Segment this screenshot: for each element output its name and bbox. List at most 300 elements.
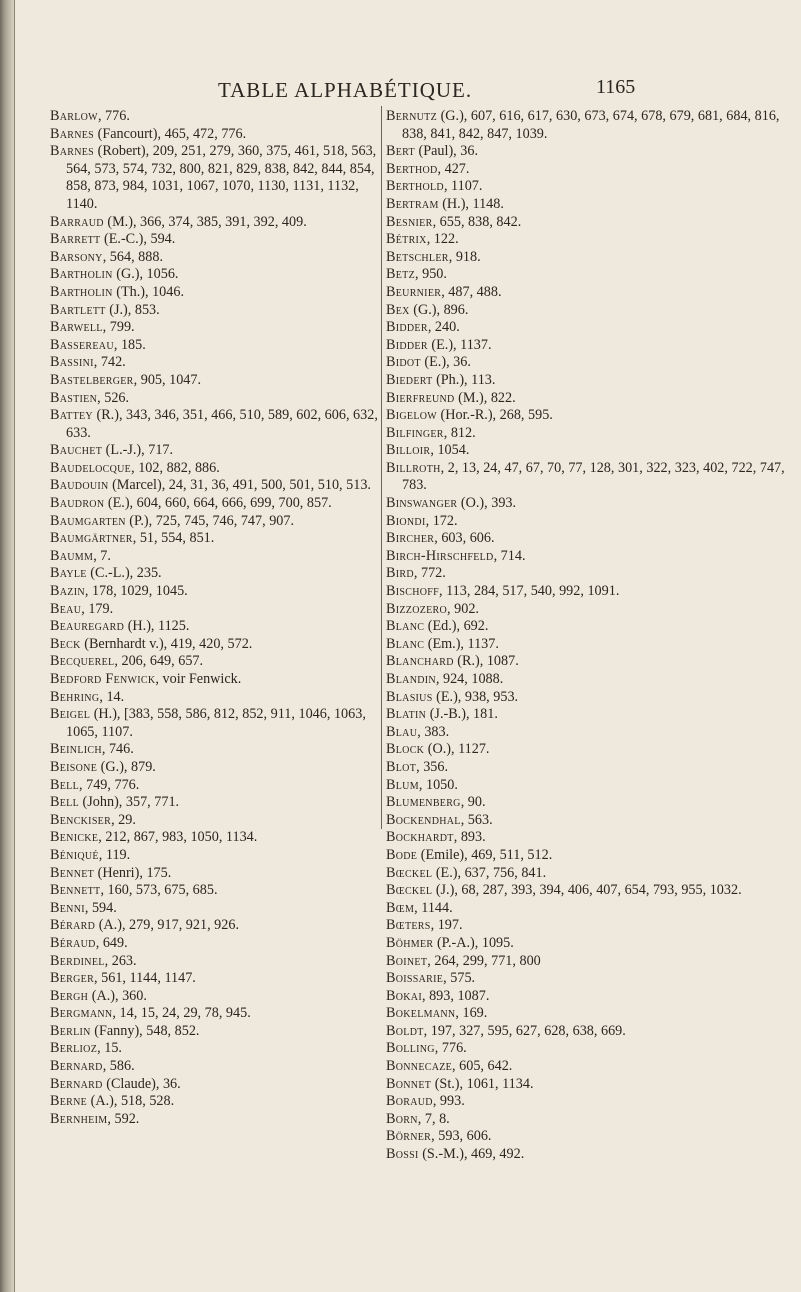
entry-page-refs: (Robert), 209, 251, 279, 360, 375, 461, 518, 563, 564, 573, 574, 732, 800, 821, 829, 838, 842, 844, 854, 858, 873, 984, 1031, 1067, 1070, 1130, 1131, 1132, 1140. (66, 143, 377, 212)
entry-name: Bird (386, 565, 414, 582)
column-divider (381, 106, 382, 829)
entry-name: Bossi (386, 1146, 419, 1163)
index-entry (386, 1076, 786, 1094)
index-entry (386, 1111, 786, 1129)
index-entry (386, 372, 786, 390)
index-entry (50, 495, 380, 513)
entry-page-refs: , 655, 838, 842. (432, 213, 522, 230)
entry-name: Blanc (386, 635, 425, 652)
entry-page-refs: (St.), 1061, 1134. (431, 1075, 534, 1092)
entry-name: Bolling (386, 1040, 435, 1057)
entry-page-refs: , 526. (97, 389, 130, 406)
index-entry (50, 759, 380, 777)
index-entry (50, 477, 380, 495)
index-entry (50, 460, 380, 478)
entry-name: Bétrix (386, 231, 427, 248)
entry-name: Bastien (50, 389, 98, 406)
index-entry (386, 812, 786, 830)
entry-page-refs: , 1144. (414, 899, 453, 916)
entry-page-refs: , 563. (460, 811, 493, 828)
index-entry (50, 284, 380, 302)
entry-page-refs: , 113, 284, 517, 540, 992, 1091. (439, 583, 620, 600)
index-entry (386, 143, 786, 161)
entry-page-refs: (E.), 36. (420, 354, 471, 371)
entry-name: Bonnecaze (386, 1058, 453, 1075)
entry-name: Blumenberg (386, 794, 461, 811)
entry-page-refs: , 594. (84, 899, 117, 916)
entry-name: Berne (50, 1093, 88, 1110)
entry-page-refs: , 90. (460, 794, 486, 811)
entry-name: Betschler (386, 248, 449, 265)
entry-name: Beau (50, 600, 82, 617)
entry-name: Bernard (50, 1058, 103, 1075)
entry-page-refs: (M.), 366, 374, 385, 391, 392, 409. (103, 213, 307, 230)
entry-name: Bennett (50, 882, 101, 899)
entry-page-refs: (A.), 360. (88, 987, 147, 1004)
entry-page-refs: (Bernhardt v.), 419, 420, 572. (80, 635, 253, 652)
entry-name: Bérard (50, 917, 96, 934)
index-entry (50, 530, 380, 548)
entry-page-refs: , 160, 573, 675, 685. (100, 882, 218, 899)
index-entry (386, 161, 786, 179)
entry-name: Bergh (50, 987, 89, 1004)
index-column-right (386, 108, 786, 1164)
entry-page-refs: (C.-L.), 235. (86, 565, 162, 582)
entry-page-refs: , 649. (95, 934, 128, 951)
index-entry (50, 1111, 380, 1129)
index-entry (50, 689, 380, 707)
entry-name: Blasius (386, 688, 433, 705)
entry-name: Bœters (386, 917, 431, 934)
entry-page-refs: (E.), 604, 660, 664, 666, 699, 700, 857. (104, 495, 332, 512)
index-entry (386, 108, 786, 143)
entry-page-refs: , 714. (493, 547, 526, 564)
entry-name: Barnes (50, 125, 95, 142)
entry-page-refs: , 263. (104, 952, 137, 969)
entry-page-refs: (S.-M.), 469, 492. (418, 1146, 525, 1163)
index-entry (50, 900, 380, 918)
entry-page-refs: (Emile), 469, 511, 512. (417, 846, 553, 863)
entry-name: Béraud (50, 934, 96, 951)
entry-name: Béniqué (50, 846, 99, 863)
entry-name: Beurnier (386, 283, 442, 300)
index-entry (386, 724, 786, 742)
entry-name: Bizzozero (386, 600, 448, 617)
index-entry (50, 847, 380, 865)
entry-name: Bernard (50, 1075, 103, 1092)
entry-page-refs: (G.), 607, 616, 617, 630, 673, 674, 678, 679, 681, 684, 816, 838, 841, 842, 847, 1039. (402, 108, 780, 142)
entry-page-refs: (Fancourt), 465, 472, 776. (94, 125, 247, 142)
entry-name: Beisone (50, 758, 98, 775)
entry-page-refs: , 746. (101, 741, 134, 758)
entry-page-refs: , 7. (93, 547, 111, 564)
entry-name: Biedert (386, 371, 433, 388)
index-entry (50, 108, 380, 126)
entry-page-refs: , 905, 1047. (133, 371, 202, 388)
entry-name: Bennet (50, 864, 95, 881)
entry-name: Birch-Hirschfeld (386, 547, 494, 564)
entry-name: Bockendhal (386, 811, 461, 828)
entry-page-refs: , 240. (427, 319, 460, 336)
entry-page-refs: , 102, 882, 886. (131, 459, 220, 476)
entry-name: Born (386, 1110, 418, 1127)
entry-name: Bigelow (386, 407, 437, 424)
entry-name: Bokai (386, 987, 422, 1004)
index-entry (386, 759, 786, 777)
entry-name: Bassini (50, 354, 94, 371)
index-entry (386, 1058, 786, 1076)
entry-page-refs: , 603, 606. (434, 530, 495, 547)
entry-page-refs: (G.), 879. (97, 758, 156, 775)
entry-name: Bonnet (386, 1075, 432, 1092)
entry-name: Bischoff (386, 583, 439, 600)
entry-page-refs: , 14, 15, 24, 29, 78, 945. (112, 1005, 251, 1022)
entry-page-refs: , 749, 776. (79, 776, 140, 793)
page-edge (14, 0, 15, 1292)
entry-name: Blanc (386, 618, 425, 635)
index-entry (386, 618, 786, 636)
entry-name: Bauchet (50, 442, 103, 459)
entry-name: Beck (50, 635, 81, 652)
entry-page-refs: , 902. (447, 600, 479, 617)
entry-name: Berlin (50, 1022, 91, 1039)
entry-page-refs: , 893, 1087. (421, 987, 490, 1004)
index-entry (386, 425, 786, 443)
index-entry (386, 319, 786, 337)
entry-page-refs: , 586. (102, 1058, 135, 1075)
index-entry (50, 1005, 380, 1023)
index-entry (50, 741, 380, 759)
entry-name: Betz (386, 266, 415, 283)
entry-page-refs: , 1107. (443, 178, 483, 195)
entry-page-refs: , 29. (111, 811, 136, 828)
entry-name: Bell (50, 776, 79, 793)
entry-page-refs: (Marcel), 24, 31, 36, 491, 500, 501, 510, 513. (108, 477, 371, 494)
entry-name: Baudouin (50, 477, 109, 494)
index-entry (50, 548, 380, 566)
entry-name: Bassereau (50, 336, 114, 353)
index-entry (386, 706, 786, 724)
index-entry (386, 354, 786, 372)
entry-page-refs: (Ph.), 113. (432, 371, 496, 388)
entry-name: Bernheim (50, 1110, 108, 1127)
entry-name: Becquerel (50, 653, 115, 670)
entry-page-refs: (H.), 1148. (438, 195, 504, 212)
entry-page-refs: , voir Fenwick. (155, 671, 242, 687)
entry-name: Bergmann (50, 1005, 113, 1022)
index-entry (386, 337, 786, 355)
entry-page-refs: , 2, 13, 24, 47, 67, 70, 77, 128, 301, 322, 323, 402, 722, 747, 783. (402, 459, 785, 494)
entry-name: Blanchard (386, 653, 454, 670)
index-entry (50, 372, 380, 390)
index-entry (386, 847, 786, 865)
entry-page-refs: , 122. (426, 231, 459, 248)
entry-page-refs: , 15. (97, 1040, 122, 1057)
index-entry (386, 935, 786, 953)
entry-page-refs: (H.), 1125. (124, 618, 190, 635)
index-entry (50, 1040, 380, 1058)
index-entry (386, 442, 786, 460)
entry-page-refs: , 950. (415, 266, 447, 283)
entry-page-refs: (Th.), 1046. (112, 283, 184, 300)
index-entry (386, 530, 786, 548)
index-entry (386, 548, 786, 566)
index-entry (386, 988, 786, 1006)
entry-name: Boinet (386, 952, 428, 969)
index-entry (386, 284, 786, 302)
index-entry (50, 953, 380, 971)
entry-page-refs: (E.-C.), 594. (100, 231, 176, 248)
entry-name: Bertram (386, 195, 439, 212)
entry-page-refs: , 918. (448, 248, 481, 265)
entry-name: Bokelmann (386, 1005, 456, 1022)
index-entry (50, 1076, 380, 1094)
entry-name: Bernutz (386, 108, 438, 124)
entry-page-refs: (Fanny), 548, 852. (90, 1022, 200, 1039)
entry-name: Baumm (50, 547, 94, 564)
entry-name: Barsony (50, 248, 103, 265)
entry-name: Barraud (50, 213, 104, 230)
binding-gutter (0, 0, 14, 1292)
entry-page-refs: , 185. (113, 336, 146, 353)
entry-name: Beigel (50, 706, 91, 723)
entry-name: Beinlich (50, 741, 102, 758)
entry-name: Boldt (386, 1022, 424, 1039)
entry-page-refs: , 169. (455, 1005, 488, 1022)
index-entry (386, 1023, 786, 1041)
entry-name: Bartholin (50, 266, 113, 283)
page-number: 1165 (596, 76, 636, 98)
entry-page-refs: , 893. (453, 829, 486, 846)
index-entry (50, 865, 380, 883)
index-entry (50, 618, 380, 636)
index-entry (50, 882, 380, 900)
index-entry (386, 196, 786, 214)
entry-name: Bayle (50, 565, 87, 582)
entry-page-refs: , 564, 888. (102, 248, 163, 265)
entry-page-refs: (L.-J.), 717. (102, 442, 174, 459)
entry-name: Bastelberger (50, 371, 134, 388)
entry-page-refs: , 178, 1029, 1045. (84, 583, 188, 600)
entry-name: Bidot (386, 354, 421, 371)
entry-name: Bode (386, 846, 418, 863)
entry-name: Boissarie (386, 970, 444, 987)
index-entry (386, 653, 786, 671)
entry-page-refs: (E.), 637, 756, 841. (432, 864, 547, 881)
entry-name: Berthold (386, 178, 444, 195)
entry-name: Bilfinger (386, 424, 444, 441)
entry-page-refs: , 427. (437, 160, 470, 177)
entry-page-refs: , 487, 488. (441, 283, 502, 300)
entry-page-refs: (J.), 853. (105, 301, 160, 318)
index-entry (386, 302, 786, 320)
entry-page-refs: , 14. (99, 688, 125, 705)
index-entry (386, 565, 786, 583)
entry-page-refs: (G.), 896. (409, 301, 469, 318)
entry-name: Berdinel (50, 952, 105, 969)
index-entry (50, 249, 380, 267)
entry-page-refs: , 197. (430, 917, 463, 934)
index-entry (50, 513, 380, 531)
index-entry (50, 442, 380, 460)
entry-name: Bœckel (386, 864, 433, 881)
entry-page-refs: (P.), 725, 745, 746, 747, 907. (125, 512, 295, 529)
index-entry (386, 953, 786, 971)
entry-name: Bert (386, 143, 415, 160)
entry-name: Blot (386, 758, 417, 775)
index-entry (50, 829, 380, 847)
index-entry (50, 390, 380, 408)
index-entry (386, 900, 786, 918)
entry-page-refs: (R.), 343, 346, 351, 466, 510, 589, 602, 606, 632, 633. (66, 407, 378, 441)
entry-page-refs: , 993. (432, 1093, 465, 1110)
entry-name: Berthod (386, 160, 438, 177)
entry-name: Battey (50, 407, 93, 424)
index-entry (50, 1058, 380, 1076)
entry-page-refs: , 51, 554, 851. (132, 530, 215, 547)
index-entry (50, 653, 380, 671)
index-entry (386, 970, 786, 988)
index-entry (386, 178, 786, 196)
entry-name: Börner (386, 1128, 432, 1145)
entry-page-refs: , 593, 606. (431, 1128, 492, 1145)
index-entry (386, 689, 786, 707)
index-entry (386, 495, 786, 513)
index-entry (50, 1093, 380, 1111)
entry-page-refs: (A.), 279, 917, 921, 926. (95, 917, 239, 934)
entry-page-refs: , 7, 8. (417, 1110, 450, 1127)
index-entry (386, 794, 786, 812)
entry-page-refs: (J.), 68, 287, 393, 394, 406, 407, 654, 793, 955, 1032. (432, 882, 742, 899)
entry-page-refs: (H.), [383, 558, 586, 812, 852, 911, 1046, 1063, 1065, 1107. (66, 706, 366, 740)
index-entry (386, 1040, 786, 1058)
index-entry (50, 812, 380, 830)
entry-name: Boraud (386, 1093, 433, 1110)
index-entry (386, 865, 786, 883)
entry-name: Blatin (386, 706, 427, 723)
index-entry (50, 988, 380, 1006)
entry-page-refs: , 561, 1144, 1147. (94, 970, 196, 987)
index-entry (386, 636, 786, 654)
index-entry (50, 706, 380, 741)
entry-page-refs: , 172. (425, 512, 458, 529)
entry-name: Bedford Fenwick (50, 671, 156, 687)
entry-name: Bircher (386, 530, 435, 547)
entry-page-refs: , 812. (443, 424, 476, 441)
entry-name: Bidder (386, 336, 428, 353)
entry-name: Baumgärtner (50, 530, 133, 547)
entry-page-refs: (Henri), 175. (94, 864, 172, 881)
entry-name: Benicke (50, 829, 99, 846)
entry-page-refs: (G.), 1056. (112, 266, 179, 283)
index-entry (386, 1005, 786, 1023)
entry-name: Bartlett (50, 301, 106, 318)
index-entry (50, 231, 380, 249)
entry-page-refs: , 264, 299, 771, 800 (427, 952, 541, 969)
index-entry (50, 337, 380, 355)
index-entry (386, 829, 786, 847)
entry-name: Bierfreund (386, 389, 455, 406)
entry-page-refs: , 1054. (430, 442, 470, 459)
entry-page-refs: , 575. (443, 970, 476, 987)
index-entry (50, 671, 380, 689)
entry-page-refs: , 119. (98, 846, 131, 863)
index-entry (386, 741, 786, 759)
entry-page-refs: , 179. (81, 600, 114, 617)
index-entry (50, 354, 380, 372)
entry-name: Billoir (386, 442, 431, 459)
entry-page-refs: (A.), 518, 528. (87, 1093, 175, 1110)
entry-name: Bœckel (386, 882, 433, 899)
entry-page-refs: , 197, 327, 595, 627, 628, 638, 669. (423, 1022, 626, 1039)
entry-page-refs: (P.-A.), 1095. (433, 934, 514, 951)
index-entry (386, 917, 786, 935)
entry-name: Bell (50, 794, 79, 811)
entry-page-refs: (Claude), 36. (102, 1075, 181, 1092)
index-entry (386, 1146, 786, 1164)
entry-name: Bœm (386, 899, 415, 916)
entry-name: Block (386, 741, 425, 758)
entry-page-refs: , 776. (434, 1040, 467, 1057)
entry-page-refs: (O.), 1127. (424, 741, 490, 758)
index-entry (50, 1023, 380, 1041)
entry-name: Bazin (50, 583, 85, 600)
entry-page-refs: (Em.), 1137. (424, 635, 499, 652)
entry-page-refs: , 799. (102, 319, 135, 336)
entry-page-refs: (Paul), 36. (414, 143, 479, 160)
entry-name: Blum (386, 776, 419, 793)
entry-page-refs: , 742. (93, 354, 126, 371)
entry-page-refs: , 356. (416, 758, 449, 775)
index-entry (50, 126, 380, 144)
entry-page-refs: , 592. (107, 1110, 140, 1127)
entry-page-refs: (Ed.), 692. (424, 618, 489, 635)
entry-page-refs: (J.-B.), 181. (426, 706, 498, 723)
entry-page-refs: (E.), 1137. (427, 336, 492, 353)
entry-page-refs: , 1050. (418, 776, 458, 793)
index-entry (386, 1128, 786, 1146)
entry-name: Barnes (50, 143, 95, 160)
page-title: TABLE ALPHABÉTIQUE. (218, 78, 473, 102)
entry-page-refs: , 605, 642. (452, 1058, 513, 1075)
index-entry (50, 794, 380, 812)
entry-name: Bex (386, 301, 410, 318)
entry-name: Baudron (50, 495, 105, 512)
entry-name: Benckiser (50, 811, 112, 828)
index-entry (50, 319, 380, 337)
index-entry (386, 583, 786, 601)
entry-page-refs: , 212, 867, 983, 1050, 1134. (98, 829, 258, 846)
entry-page-refs: , 383. (417, 723, 450, 740)
index-entry (50, 407, 380, 442)
entry-page-refs: (M.), 822. (454, 389, 516, 406)
index-entry (50, 970, 380, 988)
index-entry (386, 214, 786, 232)
index-entry (386, 513, 786, 531)
entry-page-refs: , 772. (413, 565, 446, 582)
entry-name: Bidder (386, 319, 428, 336)
index-entry (386, 671, 786, 689)
index-entry (386, 460, 786, 495)
entry-page-refs: (R.), 1087. (453, 653, 519, 670)
entry-name: Bartholin (50, 283, 113, 300)
index-entry (50, 935, 380, 953)
entry-page-refs: (John), 357, 771. (79, 794, 180, 811)
entry-name: Binswanger (386, 495, 458, 512)
entry-name: Benni (50, 899, 85, 916)
index-entry (50, 266, 380, 284)
entry-page-refs: (O.), 393. (457, 495, 517, 512)
